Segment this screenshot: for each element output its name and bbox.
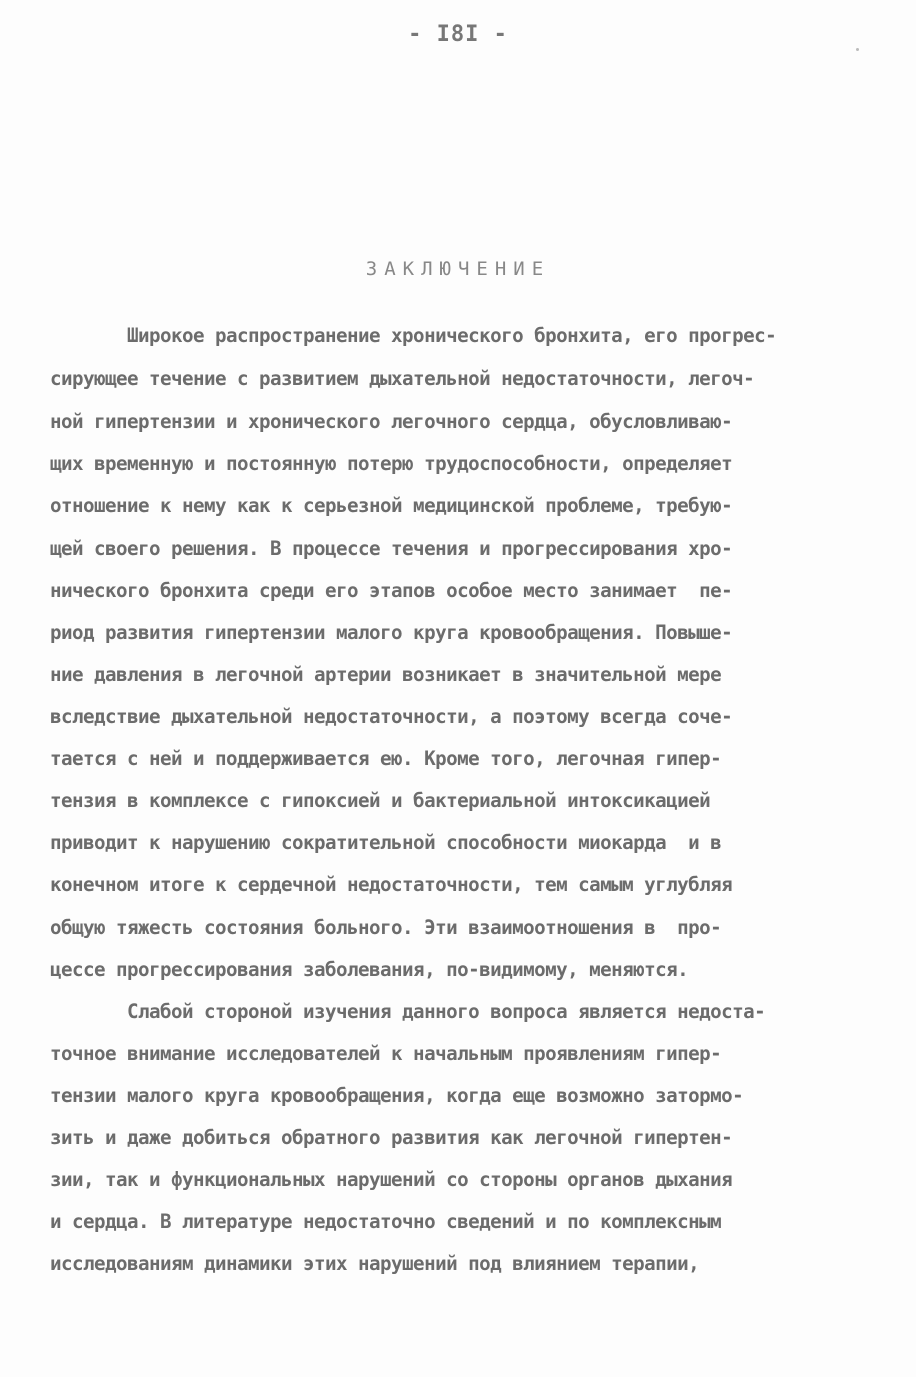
page-number: - I8I -: [408, 22, 508, 47]
text-line: щих временную и постоянную потерю трудоспособности, определяет: [50, 452, 733, 475]
text-line: приводит к нарушению сократительной способности миокарда и в: [50, 831, 722, 854]
text-line: Широкое распространение хронического бронхита, его прогрес-: [50, 324, 777, 347]
text-line: ной гипертензии и хронического легочного сердца, обусловливаю-: [50, 410, 733, 433]
text-line: конечном итоге к сердечной недостаточности, тем самым углубляя: [50, 873, 733, 896]
text-line: точное внимание исследователей к начальным проявлениям гипер-: [50, 1042, 722, 1065]
section-heading: ЗАКЛЮЧЕНИЕ: [365, 258, 551, 280]
text-line: тензии малого круга кровообращения, когда еще возможно затормо-: [50, 1084, 744, 1107]
text-line: тензия в комплексе с гипоксией и бактериальной интоксикацией: [50, 789, 711, 812]
text-line: вследствие дыхательной недостаточности, а поэтому всегда соче-: [50, 705, 733, 728]
text-line: и сердца. В литературе недостаточно сведений и по комплексным: [50, 1210, 722, 1233]
text-line: цессе прогрессирования заболевания, по-видимому, меняются.: [50, 958, 689, 981]
text-line: нического бронхита среди его этапов особое место занимает пе-: [50, 579, 733, 602]
text-line: ние давления в легочной артерии возникает в значительной мере: [50, 663, 722, 686]
text-line: исследованиям динамики этих нарушений под влиянием терапии,: [50, 1252, 700, 1275]
text-line: отношение к нему как к серьезной медицинской проблеме, требую-: [50, 494, 733, 517]
text-line: щей своего решения. В процессе течения и прогрессирования хро-: [50, 537, 733, 560]
text-line: тается с ней и поддерживается ею. Кроме того, легочная гипер-: [50, 747, 722, 770]
text-line: зии, так и функциональных нарушений со стороны органов дыхания: [50, 1168, 733, 1191]
text-line: сирующее течение с развитием дыхательной недостаточности, легоч-: [50, 367, 755, 390]
text-line: зить и даже добиться обратного развития как легочной гипертен-: [50, 1126, 733, 1149]
scan-speck: [856, 48, 859, 51]
text-line: общую тяжесть состояния больного. Эти взаимоотношения в про-: [50, 916, 722, 939]
text-line: Слабой стороной изучения данного вопроса является недоста-: [50, 1000, 766, 1023]
text-line: риод развития гипертензии малого круга кровообращения. Повыше-: [50, 621, 733, 644]
